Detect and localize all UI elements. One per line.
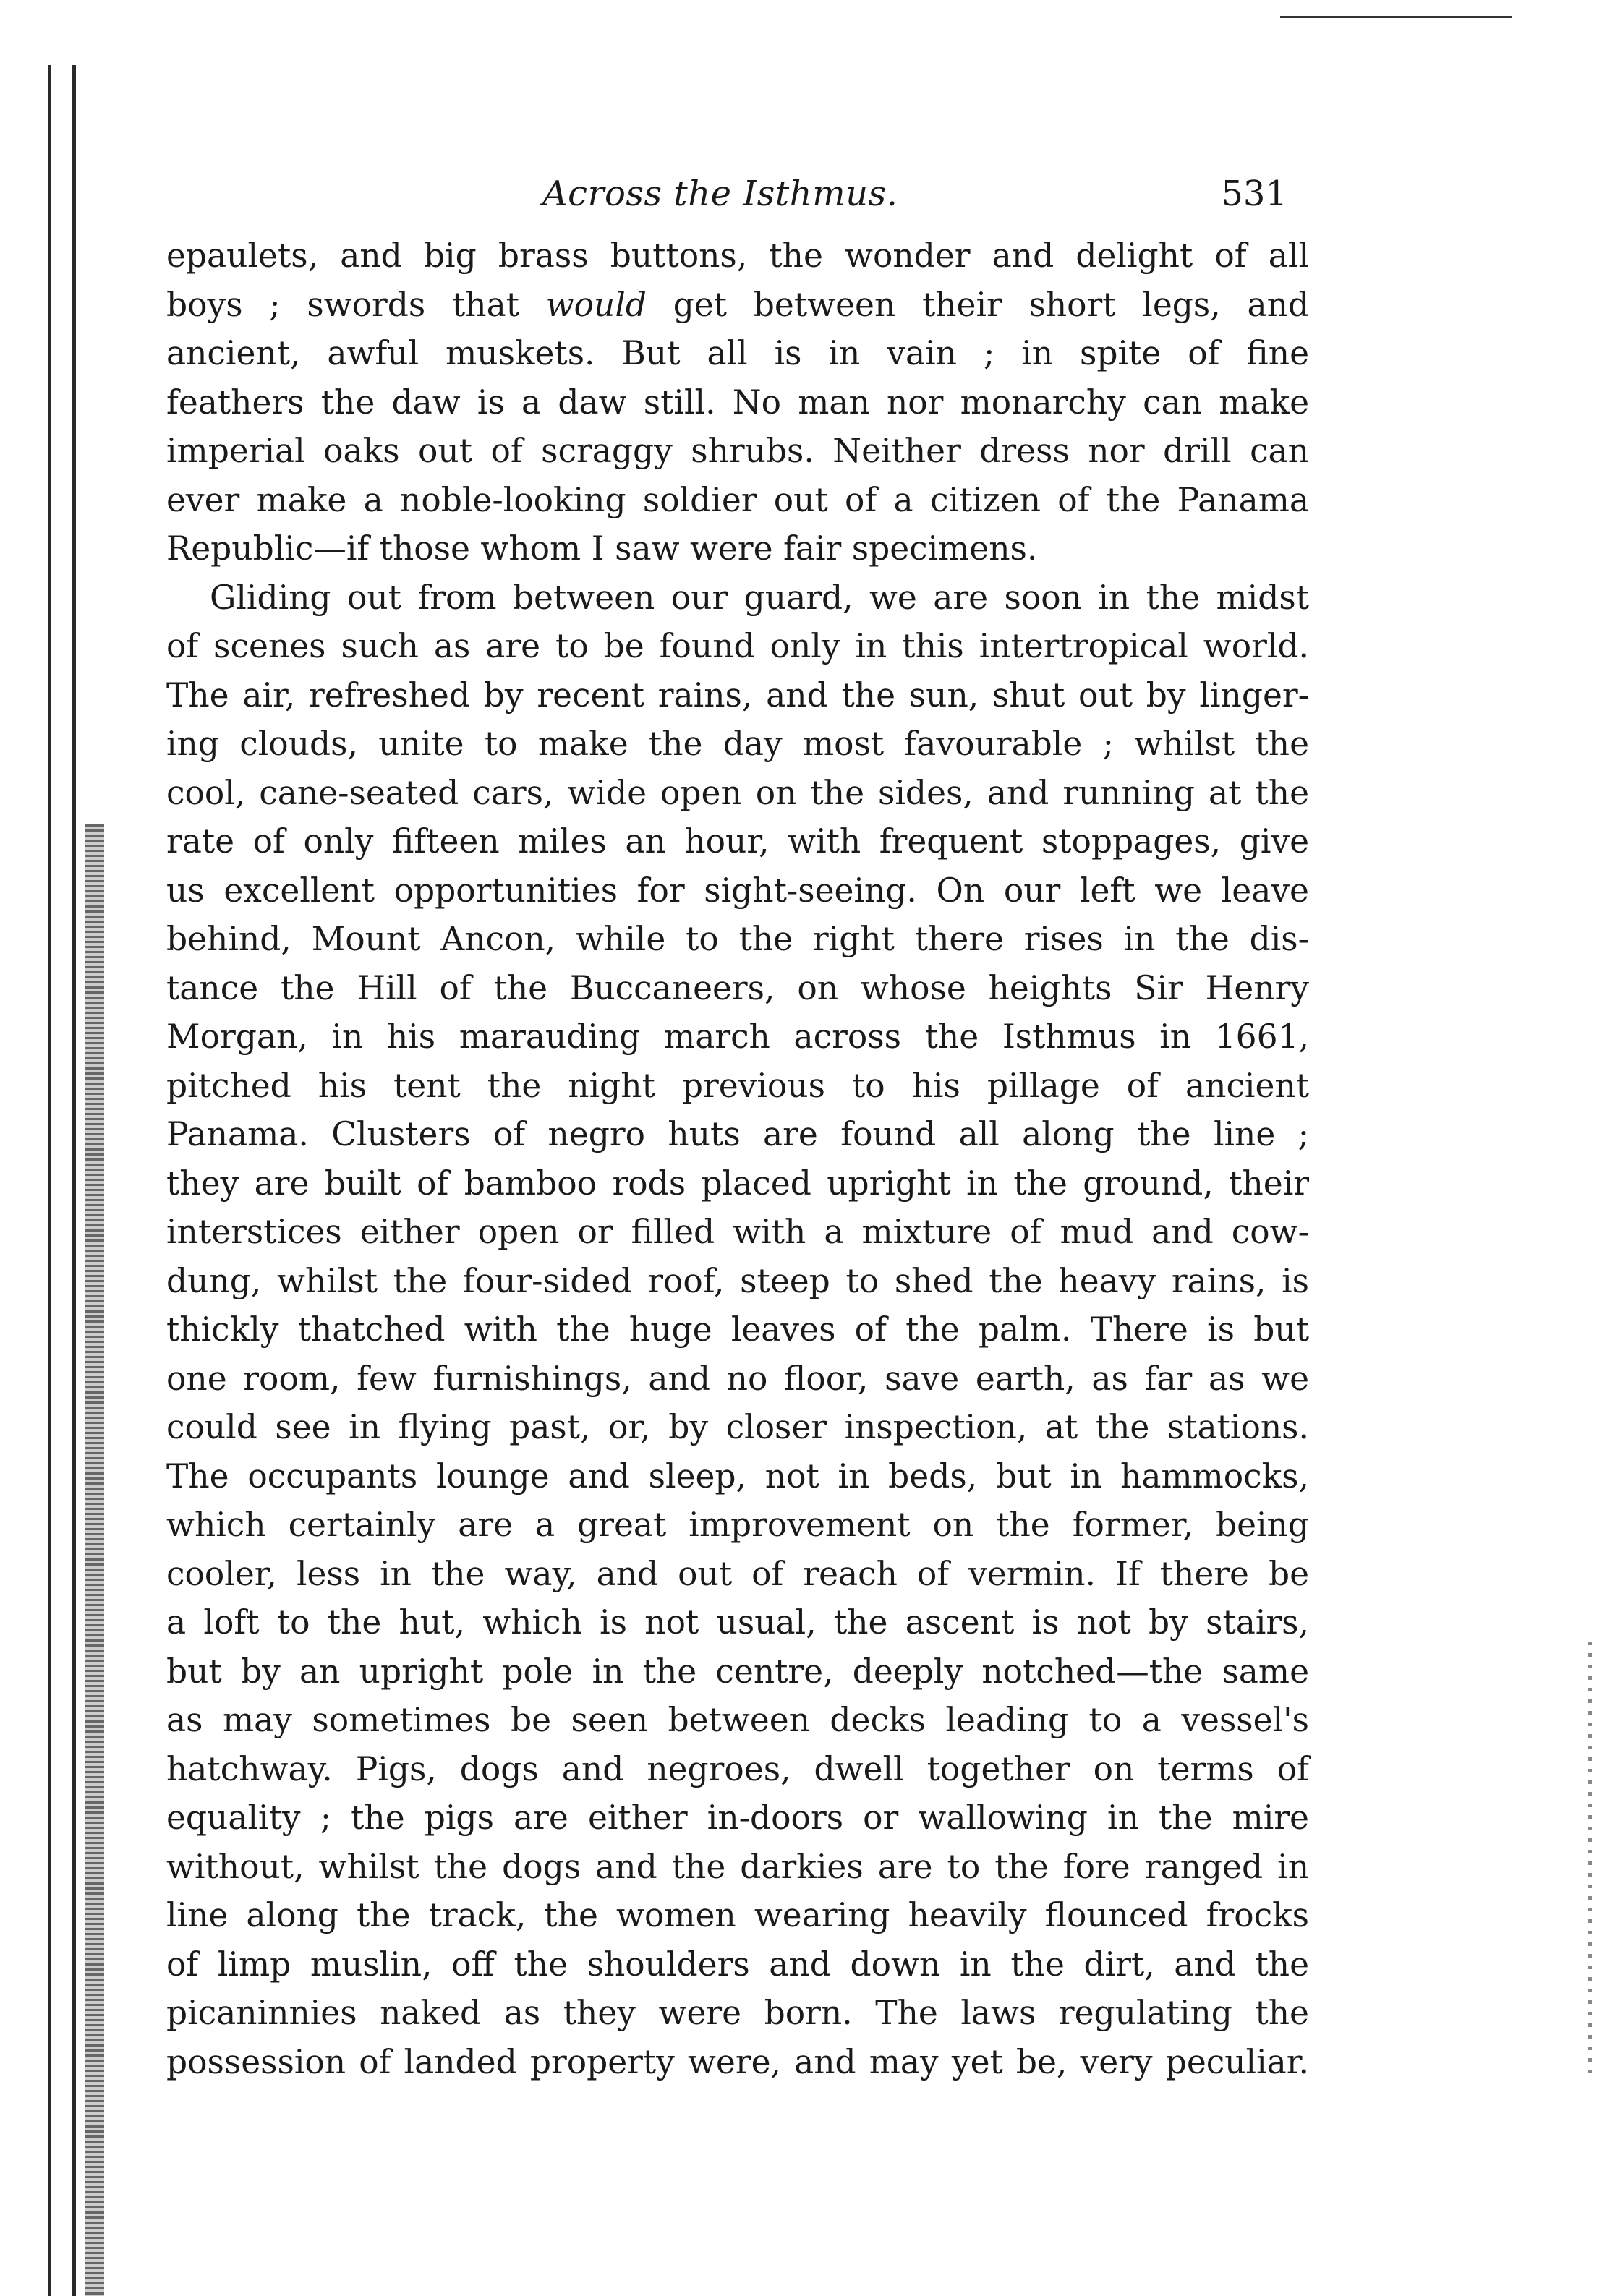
text-line: ing clouds, unite to make the day most favourable ; whilst the	[166, 725, 1309, 763]
text-line: dung, whilst the four-sided roof, steep to shed the heavy rains, is	[166, 1261, 1309, 1300]
text-line: a loft to the hut, which is not usual, the ascent is not by stairs,	[166, 1603, 1309, 1642]
text-line: us excellent opportunities for sight-seeing. On our left we leave	[166, 871, 1309, 910]
text-line: feathers the daw is a daw still. No man nor monarchy can make	[166, 383, 1309, 422]
text-line: cool, cane-seated cars, wide open on the sides, and running at the	[166, 773, 1309, 812]
binding-texture	[85, 824, 104, 2296]
book-binding-edge	[42, 65, 93, 2296]
text-line: thickly thatched with the huge leaves of the palm. There is but	[166, 1310, 1309, 1349]
text-line: equality ; the pigs are either in-doors or wallowing in the mire	[166, 1798, 1309, 1837]
scan-artifact-edge	[1588, 1642, 1592, 2075]
binding-rule	[72, 65, 76, 2296]
text-line: The air, refreshed by recent rains, and the sun, shut out by linger-	[166, 675, 1309, 714]
text-line: The occupants lounge and sleep, not in beds, but in hammocks,	[166, 1456, 1309, 1495]
text-line: boys ; swords that would get between their short legs, and	[166, 285, 1309, 324]
text-line: cooler, less in the way, and out of reach of vermin. If there be	[166, 1554, 1309, 1593]
running-title: Across the Isthmus.	[542, 174, 898, 214]
text-line: Panama. Clusters of negro huts are found all along the line ;	[166, 1115, 1309, 1153]
text-line: of scenes such as are to be found only in this intertropical world.	[166, 627, 1309, 665]
text-line: imperial oaks out of scraggy shrubs. Neither dress nor drill can	[166, 432, 1309, 470]
text-line: behind, Mount Ancon, while to the right there rises in the dis-	[166, 920, 1309, 958]
book-page	[166, 174, 1309, 2086]
text-line: hatchway. Pigs, dogs and negroes, dwell together on terms of	[166, 1749, 1309, 1788]
text-line: line along the track, the women wearing heavily flounced frocks	[166, 1896, 1309, 1934]
emphasis: would	[545, 285, 647, 324]
text-line: Republic—if those whom I saw were fair specimens.	[166, 529, 1038, 568]
page-number: 531	[1221, 174, 1287, 214]
text-line: interstices either open or filled with a mixture of mud and cow-	[166, 1213, 1309, 1251]
scan-artifact-rule	[1280, 16, 1512, 18]
text-line: as may sometimes be seen between decks leading to a vessel's	[166, 1701, 1309, 1739]
binding-rule	[48, 65, 51, 2296]
text-line: rate of only fifteen miles an hour, with frequent stoppages, give	[166, 822, 1309, 861]
text-line: ever make a noble-looking soldier out of a citizen of the Panama	[166, 480, 1309, 519]
text-line: ancient, awful muskets. But all is in vain ; in spite of fine	[166, 334, 1309, 372]
text-line: of limp muslin, off the shoulders and down in the dirt, and the	[166, 1945, 1309, 1984]
text-line: one room, few furnishings, and no floor, save earth, as far as we	[166, 1359, 1309, 1398]
text-line: pitched his tent the night previous to his pillage of ancient	[166, 1066, 1309, 1105]
text-line: which certainly are a great improvement on the former, being	[166, 1506, 1309, 1544]
text-line: epaulets, and big brass buttons, the wonder and delight of all	[166, 236, 1309, 275]
text-line: possession of landed property were, and may yet be, very peculiar.	[166, 2042, 1309, 2081]
body-text	[166, 231, 1309, 2086]
text-line: Gliding out from between our guard, we are soon in the midst	[210, 578, 1309, 617]
text-line: without, whilst the dogs and the darkies are to the fore ranged in	[166, 1847, 1309, 1886]
text-line: but by an upright pole in the centre, deeply notched—the same	[166, 1652, 1309, 1691]
text-line: Morgan, in his marauding march across the Isthmus in 1661,	[166, 1017, 1309, 1056]
text-line: they are built of bamboo rods placed upright in the ground, their	[166, 1164, 1309, 1203]
text-line: tance the Hill of the Buccaneers, on whose heights Sir Henry	[166, 968, 1309, 1007]
text-line: picaninnies naked as they were born. The laws regulating the	[166, 1994, 1309, 2032]
text-line: could see in flying past, or, by closer inspection, at the stations.	[166, 1408, 1309, 1446]
running-head	[166, 174, 1309, 231]
